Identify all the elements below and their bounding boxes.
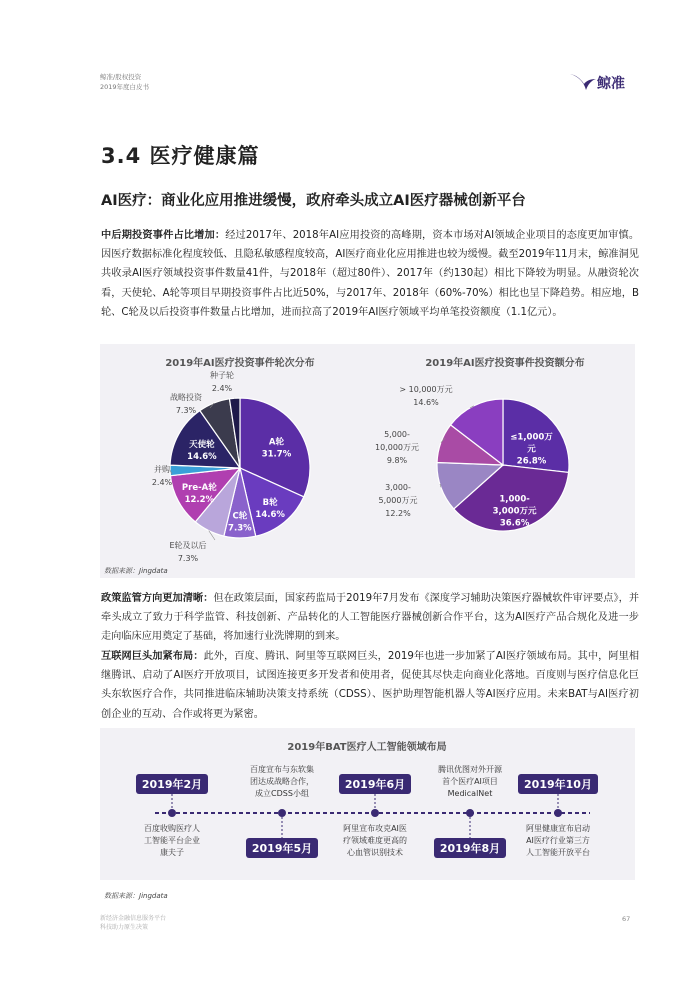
timeline-source: 数据来源：Jingdata xyxy=(104,892,168,900)
pie-slice-label: 10,000万元 xyxy=(375,443,419,452)
pie-slice-label: B轮 xyxy=(262,497,278,508)
pie-slice-label: A轮 xyxy=(268,437,285,448)
pie-slice-label: 元 xyxy=(527,444,536,455)
timeline-event-text: 疗领域难度更高的 xyxy=(343,836,407,845)
pie-slice-label: 36.6% xyxy=(499,518,530,529)
timeline-event-text: 工智能平台企业 xyxy=(144,836,200,845)
timeline-title: 2019年BAT医疗人工智能领域布局 xyxy=(287,742,447,753)
page-number: 67 xyxy=(622,915,631,923)
footer xyxy=(100,914,166,932)
pie-slice-label: 9.8% xyxy=(386,456,408,465)
paragraph-text: 经过2017年、2018年AI应用投资的高峰期，资本市场对AI领域企业项目的态度更加审慎。因医疗数据标准化程度较低、且隐私敏感程度较高，AI医疗商业化应用推进也较为缓慢。截至2019年11月末，鲸准洞见共收录AI医疗领域投资事件数量41件，与2018年（超过80件）、2017年（约130起）相比下降较为明显。从融资轮次看，天使轮、A轮等项目早期投资事件占比近50%，与2017年、2018年（60%-70%）相比也呈下降趋势。相应地，B轮、C轮及以后投资事件数量占比增加，进而拉高了2019年AI医疗领域平均单笔投资额度（1.1亿元）。 xyxy=(101,230,640,318)
pie-slice-label: > 10,000万元 xyxy=(399,385,453,394)
paragraph-text: 此外，百度、腾讯、阿里等互联网巨头，2019年也进一步加紧了AI医疗领域布局。其中，阿里相继腾讯、启动了AI医疗开放项目，试图连接更多开发者和使用者，促使其尽快走向商业化落地。百度则与医疗信息化巨头东软医疗合作，共同推进临床辅助决策支持系统（CDSS）、医护助理智能机器人等AI医疗应用。未来BAT与AI医疗初创企业的互动、合作或将更为紧密。 xyxy=(101,651,640,720)
timeline-event-text: 人工智能开放平台 xyxy=(526,848,590,857)
timeline-date: 2019年2月 xyxy=(141,778,203,791)
pie-slice-label: 1,000- xyxy=(499,494,530,505)
timeline-date: 2019年8月 xyxy=(439,842,501,855)
pie-slice-label: ≤1,000万 xyxy=(510,432,553,443)
pie-slice-label: 7.3% xyxy=(228,523,252,534)
footer-line1: 新经济金融信息服务平台 xyxy=(100,915,167,922)
pie-slice-label: 并购 xyxy=(154,465,170,474)
timeline-event-text: 康夫子 xyxy=(160,848,184,857)
pie-slice-label: 14.6% xyxy=(413,398,439,407)
pie-slice-label: 12.2% xyxy=(184,494,215,505)
header-breadcrumb: 鲸准/股权投资 xyxy=(100,73,142,81)
timeline-event-text: 腾讯优图对外开源 xyxy=(438,765,502,774)
paragraph-policy xyxy=(101,589,639,647)
section-title: 3.4 医疗健康篇 xyxy=(101,144,260,168)
header-report-name: 2019年度白皮书 xyxy=(100,83,150,91)
timeline-event-text: 百度宣布与东软集 xyxy=(250,765,314,774)
pie-slice-label: 2.4% xyxy=(211,384,233,393)
pie-amount xyxy=(375,385,569,531)
timeline-event-text: 团达成战略合作， xyxy=(250,777,314,786)
subtitle: AI医疗：商业化应用推进缓慢，政府牵头成立AI医疗器械创新平台 xyxy=(101,193,526,209)
timeline-date: 2019年10月 xyxy=(524,778,592,791)
pie-slice-label: Pre-A轮 xyxy=(181,482,217,493)
timeline-event-text: MedicalNet xyxy=(447,789,493,798)
timeline-event-text: 阿里健康宣布启动 xyxy=(526,824,590,833)
paragraph-lead: 中后期投资事件占比增加： xyxy=(101,230,226,241)
pie-slice-label: 3,000- xyxy=(385,483,411,492)
pie-slice-label: 31.7% xyxy=(261,449,292,460)
chart-title-rounds: 2019年AI医疗投资事件轮次分布 xyxy=(165,358,315,369)
pie-slice-label: 14.6% xyxy=(255,509,285,520)
chart-source: 数据来源：Jingdata xyxy=(104,567,168,575)
pie-slice-label: 3,000万元 xyxy=(492,506,537,517)
pie-slice-label: 26.8% xyxy=(516,456,547,467)
chart-title-amount: 2019年AI医疗投资事件投资额分布 xyxy=(425,358,585,369)
logo-text: 鲸准 xyxy=(597,76,625,92)
footer-line2: 科技助力原生决策 xyxy=(100,924,149,931)
paragraph-lead: 政策监管方向更加清晰： xyxy=(101,593,214,604)
pie-charts xyxy=(100,344,635,578)
timeline-event-text: 心血管识别技术 xyxy=(347,848,403,857)
timeline-event-text: 百度收购医疗人 xyxy=(144,824,200,833)
timeline-events xyxy=(136,764,598,858)
timeline xyxy=(100,728,635,880)
pie-slice-label: 种子轮 xyxy=(210,371,234,380)
paragraph-text: 但在政策层面，国家药监局于2019年7月发布《深度学习辅助决策医疗器械软件审评要点》，并牵头成立了致力于科学监管、科技创新、产品转化的人工智能医疗器械创新合作平台，这为AI医疗产品合规化及进一步走向临床应用奠定了基础，将加速行业洗牌期的到来。 xyxy=(101,593,640,643)
pie-slice-label: 5,000- xyxy=(384,430,410,439)
pie-slice-label: 7.3% xyxy=(177,554,199,563)
timeline-event-text: 阿里宣布攻克AI医 xyxy=(343,824,407,833)
pie-slice-label: 14.6% xyxy=(187,452,217,463)
timeline-event-text: AI医疗行业第三方 xyxy=(526,836,590,845)
pie-slice-label: 5,000万元 xyxy=(378,496,418,505)
pie-slice-label: 7.3% xyxy=(175,406,197,415)
pie-slice-label: 天使轮 xyxy=(189,440,215,451)
timeline-date: 2019年6月 xyxy=(344,778,406,791)
timeline-event-text: 首个医疗AI项目 xyxy=(442,777,498,786)
pie-slice-label: 2.4% xyxy=(151,478,173,487)
pie-slice-label: 战略投资 xyxy=(170,393,202,402)
timeline-event-text: 成立CDSS小组 xyxy=(255,789,309,798)
paragraph-internet-giants xyxy=(101,647,639,724)
pie-slice-label: E轮及以后 xyxy=(169,541,207,550)
paragraph-investment xyxy=(101,226,639,322)
pie-rounds xyxy=(152,370,310,563)
timeline-date: 2019年5月 xyxy=(251,842,313,855)
pie-slice-label: C轮 xyxy=(232,511,248,522)
pie-slice-label: 12.2% xyxy=(385,509,411,518)
paragraph-lead: 互联网巨头加紧布局： xyxy=(101,651,204,662)
